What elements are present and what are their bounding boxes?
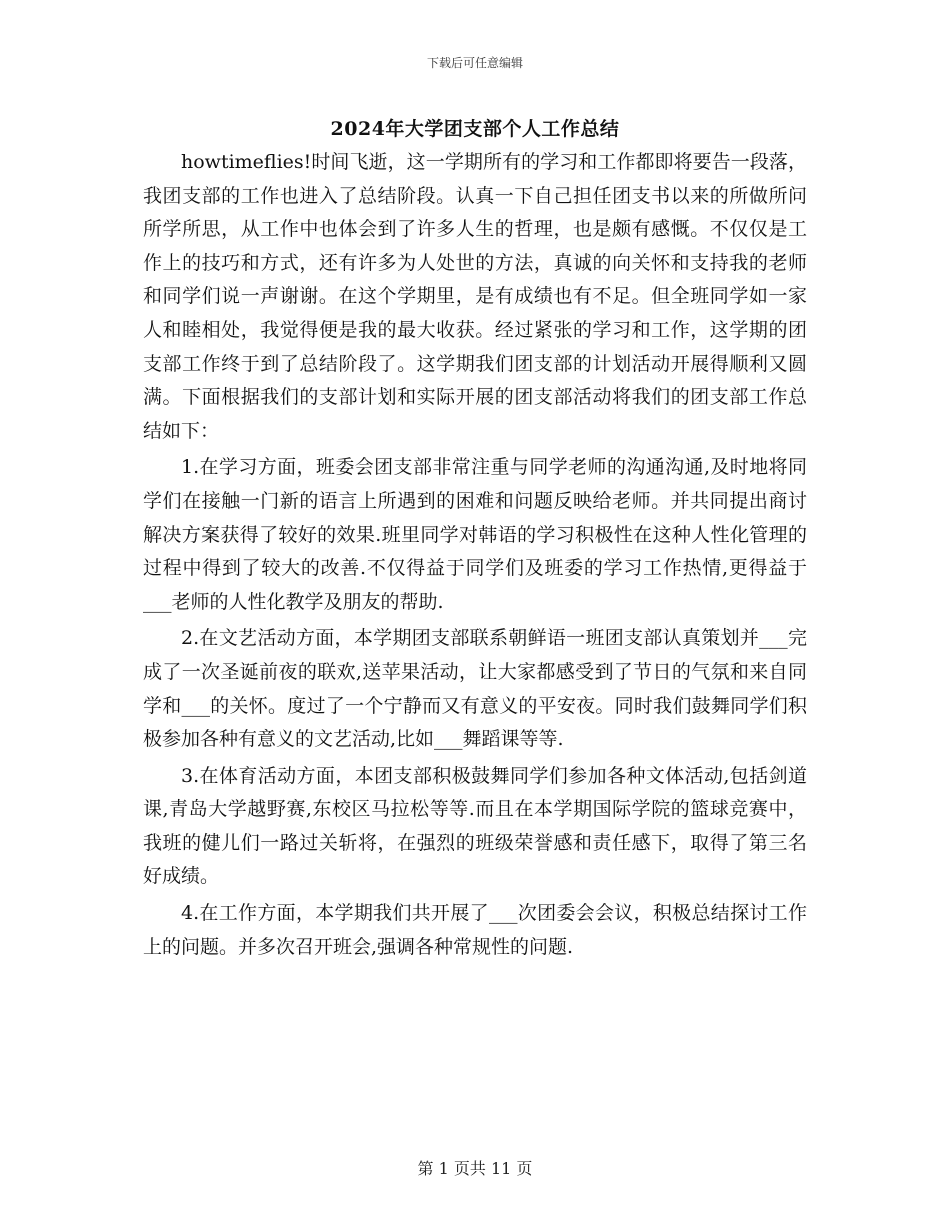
sports-paragraph: 3.在体育活动方面，本团支部积极鼓舞同学们参加各种文体活动,包括剑道课,青岛大学越野赛,东校区马拉松等等.而且在本学期国际学院的篮球竞赛中，我班的健儿们一路过关斩将，在强烈的班级荣誉感和责任感下，取得了第三名好成绩。 <box>143 764 807 888</box>
document-body <box>143 146 807 964</box>
page-number: 第 1 页共 11 页 <box>417 1159 533 1178</box>
study-paragraph: 1.在学习方面，班委会团支部非常注重与同学老师的沟通沟通,及时地将同学们在接触一门新的语言上所遇到的困难和问题反映给老师。并共同提出商讨解决方案获得了较好的效果.班里同学对韩语的学习积极性在这种人性化管理的过程中得到了较大的改善.不仅得益于同学们及班委的学习工作热情,更得益于___老师的人性化教学及朋友的帮助. <box>143 456 807 613</box>
intro-paragraph: howtimeflies!时间飞逝，这一学期所有的学习和工作都即将要告一段落，我团支部的工作也进入了总结阶段。认真一下自己担任团支书以来的所做所问所学所思，从工作中也体会到了许多人生的哲理，也是颇有感慨。不仅仅是工作上的技巧和方式，还有许多为人处世的方法，真诚的向关怀和支持我的老师和同学们说一声谢谢。在这个学期里，是有成绩也有不足。但全班同学如一家人和睦相处，我觉得便是我的最大收获。经过紧张的学习和工作，这学期的团支部工作终于到了总结阶段了。这学期我们团支部的计划活动开展得顺利又圆满。下面根据我们的支部计划和实际开展的团支部活动将我们的团支部工作总结如下： <box>143 151 807 442</box>
work-paragraph: 4.在工作方面，本学期我们共开展了___次团委会会议，积极总结探讨工作上的问题。并多次召开班会,强调各种常规性的问题. <box>143 902 807 958</box>
arts-paragraph: 2.在文艺活动方面，本学期团支部联系朝鲜语一班团支部认真策划并___完成了一次圣诞前夜的联欢,送苹果活动，让大家都感受到了节日的气氛和来自同学和___的关怀。度过了一个宁静而又有意义的平安夜。同时我们鼓舞同学们积极参加各种有意义的文艺活动,比如___舞蹈课等等. <box>143 627 807 751</box>
header-note: 下载后可任意编辑 <box>426 56 523 70</box>
document-title: 2024年大学团支部个人工作总结 <box>330 118 620 140</box>
